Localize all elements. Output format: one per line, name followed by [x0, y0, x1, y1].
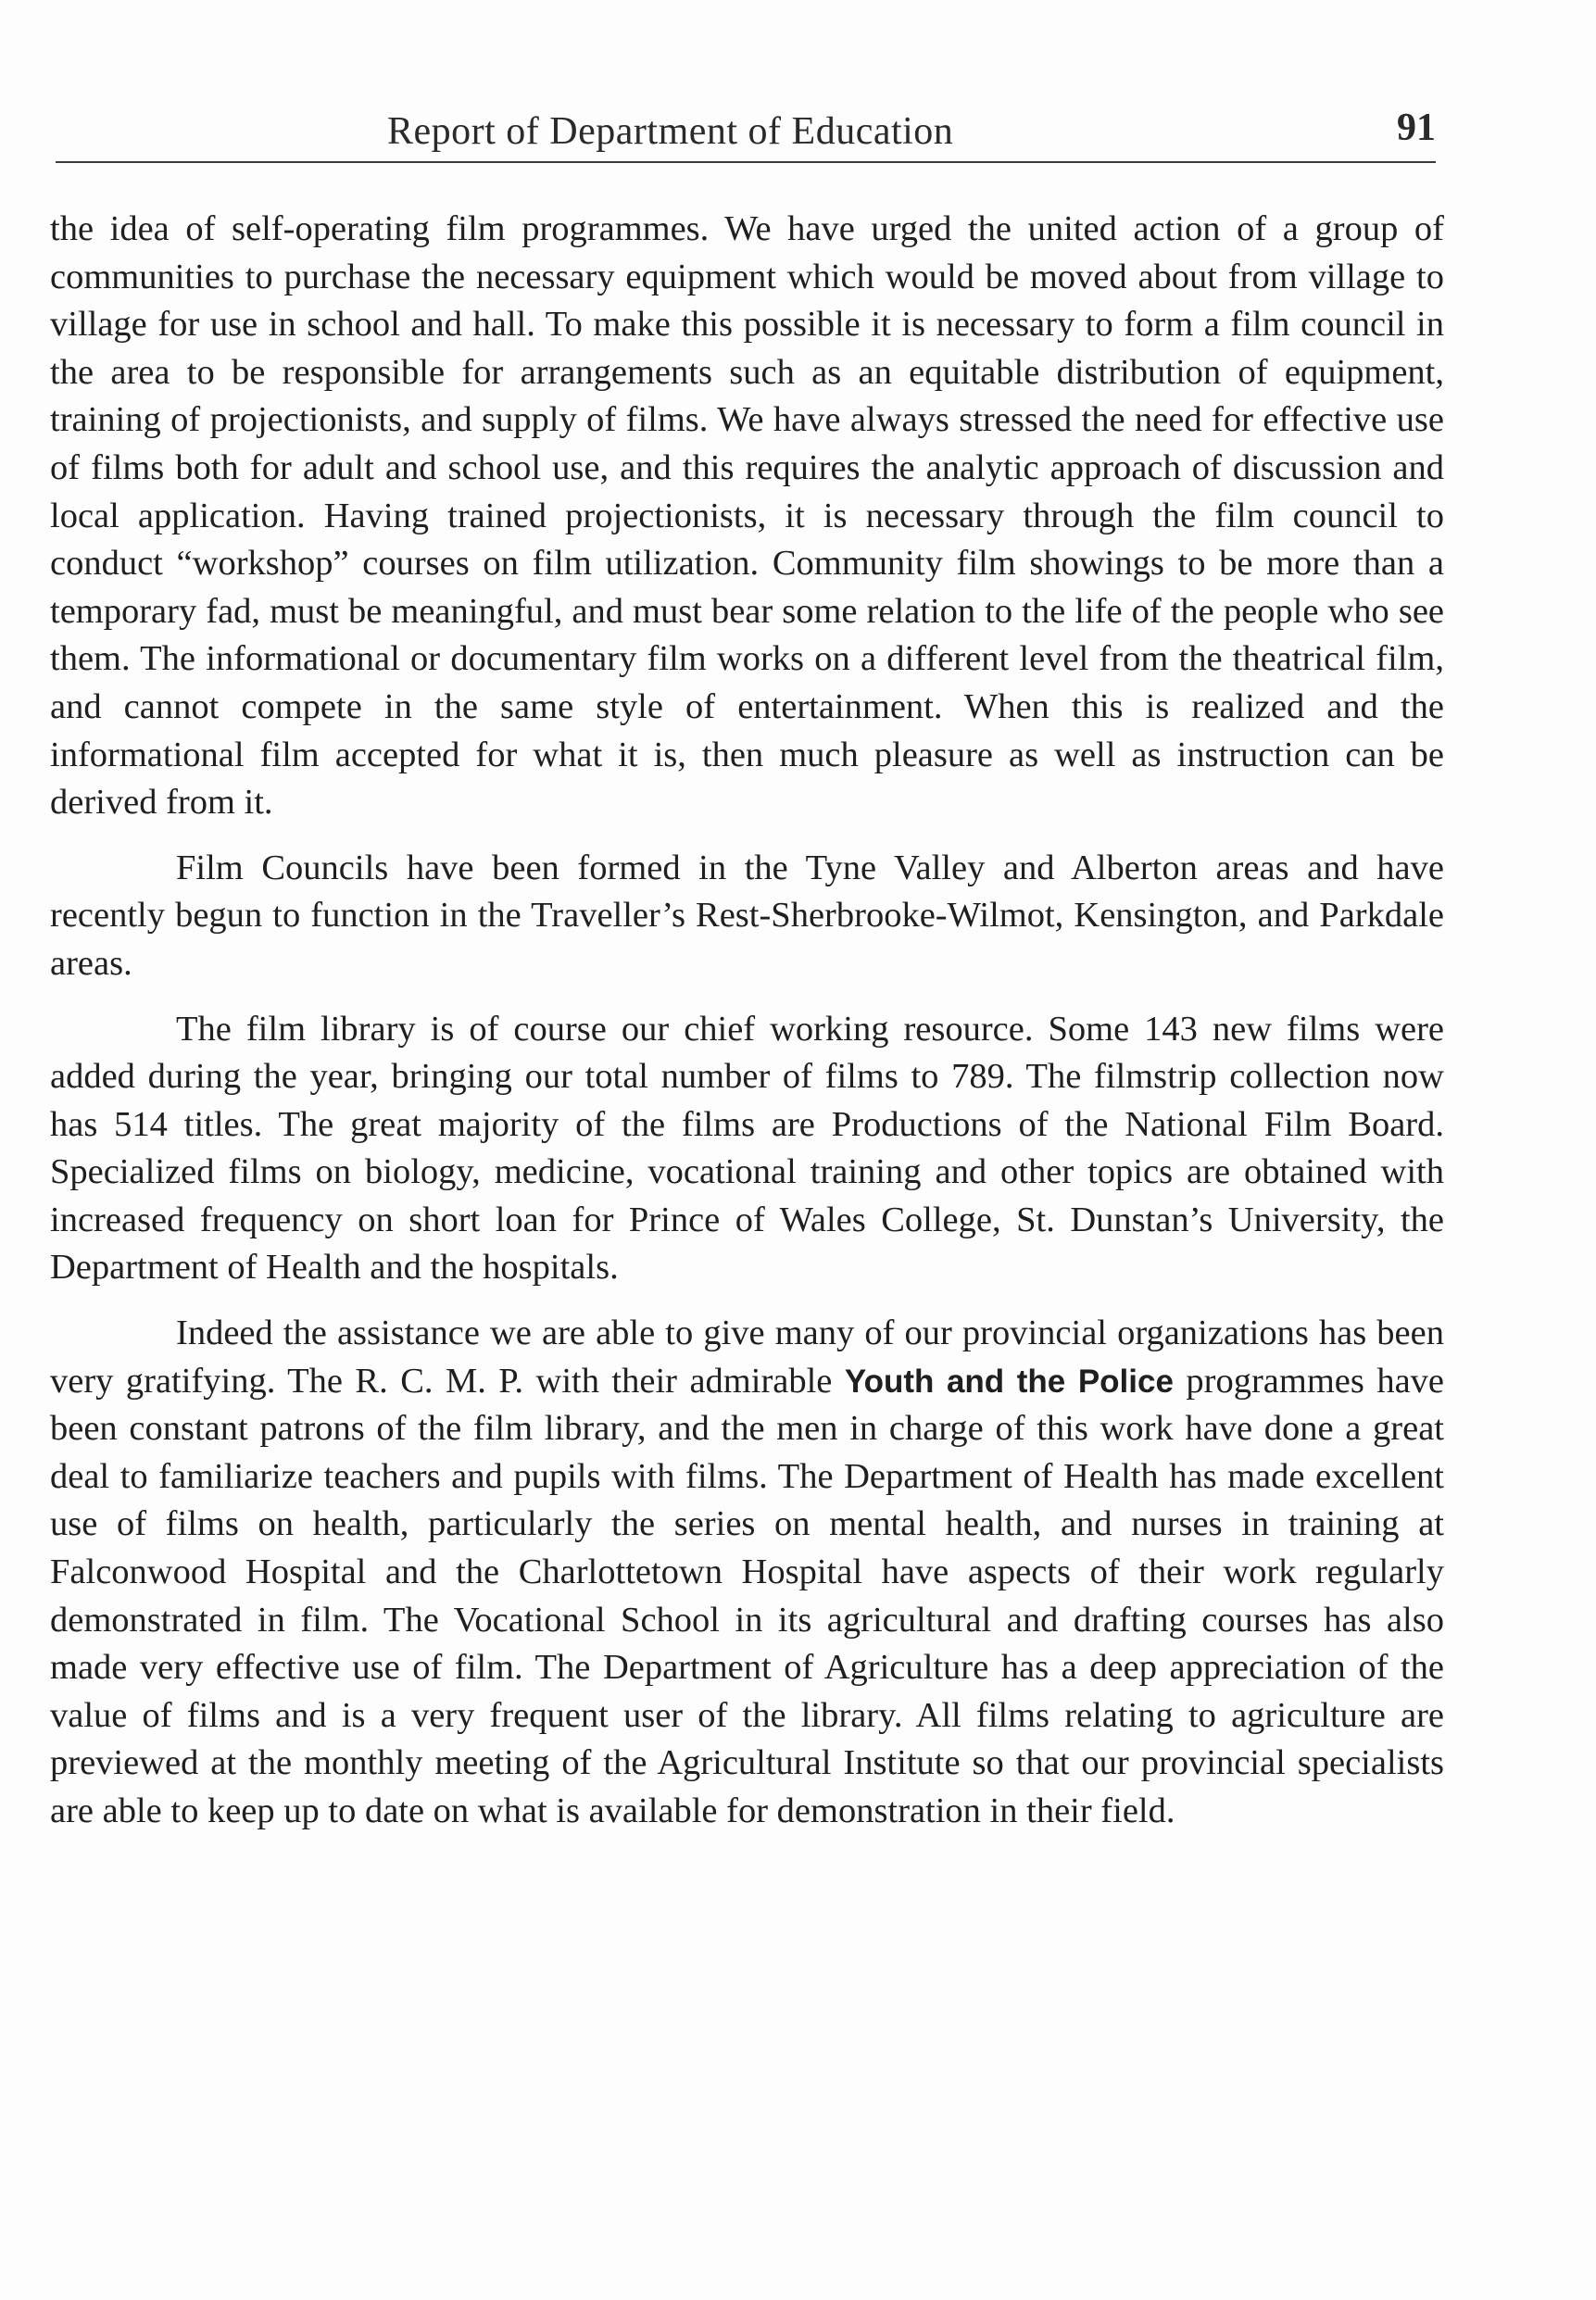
paragraph-film-councils: Film Councils have been formed in the Tyne Valley and Alberton areas and have recently begun to function in the Traveller’s Rest-Sherbrooke-Wilmot, Kensington, and Parkdale areas.: [50, 848, 1444, 983]
paragraph-film-library: The film library is of course our chief working resource. Some 143 new films were added during the year, bringing our total number of films to 789. The filmstrip collection now has 514 titles. The great majority of the films are Productions of the National Film Board. Specialized films on biology, medicine, vocational training and other topics are obtained with increased frequency on short loan for Prince of Wales College, St. Dunstan’s University, the Department of Health and the hospitals.: [50, 1009, 1444, 1288]
programme-title: Youth and the Police: [844, 1363, 1174, 1400]
page-number: 91: [1397, 107, 1436, 149]
paragraph-provincial-organizations: [50, 1310, 1444, 1836]
running-header: [56, 104, 1436, 169]
paragraph-text-before: Indeed the assistance we are able to give many of our provincial organizations has been very gratifying. The R. C. M. P. with their admirable: [50, 1313, 1444, 1401]
paragraph-continued: the idea of self-operating film programmes. We have urged the united action of a group of communities to purchase the necessary equipment which would be moved about from village to village for use in school and hall. To make this possible it is necessary to form a film council in the area to be responsible for arrangements such as an equitable distribution of equipment, training of projectionists, and supply of films. We have always stressed the need for effective use of films both for adult and school use, and this requires the analytic approach of discussion and local application. Having trained projectionists, it is necessary through the film council to conduct “workshop” courses on film utilization. Community film showings to be more than a temporary fad, must be meaningful, and must bear some relation to the life of the people who see them. The informational or documentary film works on a different level from the theatrical film, and cannot compete in the same style of entertainment. When this is realized and the informational film accepted for what it is, then much pleasure as well as instruction can be derived from it.: [50, 209, 1444, 823]
header-rule: [56, 161, 1436, 163]
body-text: [50, 206, 1444, 1836]
paragraph-text-after: programmes have been constant patrons of the film library, and the men in charge of this work have done a great deal to familiarize teachers and pupils with films. The Department of Health has made excellent use of films on health, particularly the series on mental health, and nurses in training at Falconwood Hospital and the Charlottetown Hospital have aspects of their work regularly demonstrated in film. The Vocational School in its agricultural and drafting courses has also made very effective use of film. The Department of Agriculture has a deep appreciation of the value of films and is a very frequent user of the library. All films relating to agriculture are previewed at the monthly meeting of the Agricultural Institute so that our provincial specialists are able to keep up to date on what is available for demonstration in their field.: [50, 1361, 1444, 1830]
header-title: Report of Department of Education: [387, 110, 954, 153]
